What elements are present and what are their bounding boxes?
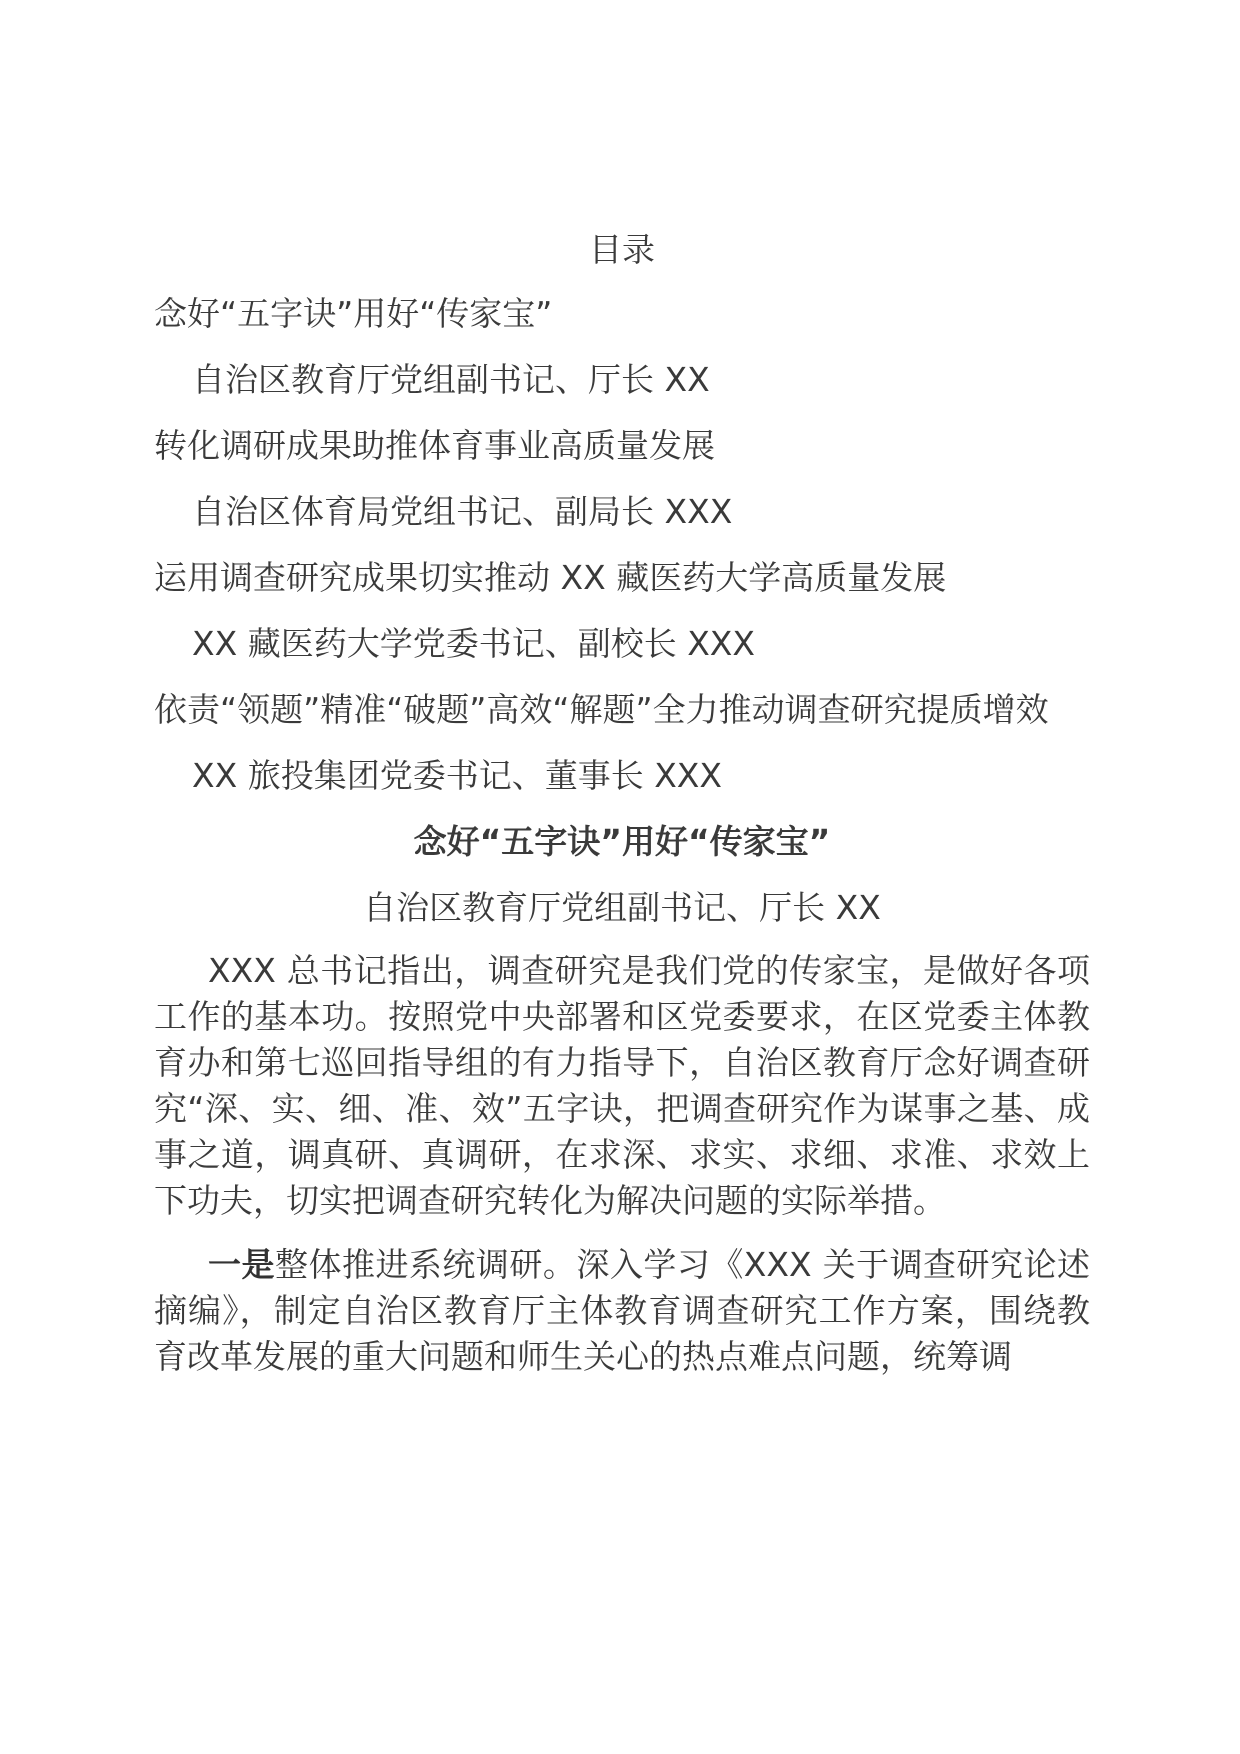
paragraph-text: 整体推进系统调研。深入学习《XXX 关于调查研究论述摘编》，制定自治区教育厅主体教育调查研究工作方案，围绕教育改革发展的重大问题和师生关心的热点难点问题，统筹调 — [154, 1245, 1091, 1376]
toc-entry-author: XX 旅投集团党委书记、董事长 XXX — [192, 756, 723, 795]
article-title: 念好“五字诀”用好“传家宝” — [413, 822, 831, 861]
toc-entry — [154, 424, 1090, 534]
toc-entry-title: 运用调查研究成果切实推动 XX 藏医药大学高质量发展 — [154, 558, 947, 597]
document-content — [154, 230, 1090, 1398]
article-author: 自治区教育厅党组副书记、厅长 XX — [363, 888, 881, 927]
paragraph-text: XXX 总书记指出，调查研究是我们党的传家宝，是做好各项工作的基本功。按照党中央部署和区党委要求，在区党委主体教育办和第七巡回指导组的有力指导下，自治区教育厅念好调查研究“深、实、细、准、效”五字诀，把调查研究作为谋事之基、成事之道，调真研、真调研，在求深、求实、求细、求准、求效上下功夫，切实把调查研究转化为解决问题的实际举措。 — [154, 951, 1090, 1220]
toc-entry-author: 自治区教育厅党组副书记、厅长 XX — [192, 360, 710, 399]
toc-entry — [154, 556, 1090, 666]
toc-entry — [154, 292, 1090, 402]
toc-entry-title: 转化调研成果助推体育事业高质量发展 — [154, 426, 715, 465]
toc-entry-author: 自治区体育局党组书记、副局长 XXX — [192, 492, 733, 531]
toc-entry-author: XX 藏医药大学党委书记、副校长 XXX — [192, 624, 756, 663]
paragraph-lead: 一是 — [208, 1245, 275, 1284]
toc-title: 目录 — [589, 230, 655, 269]
article-paragraph — [154, 948, 1090, 1224]
toc-entry-title: 依责“领题”精准“破题”高效“解题”全力推动调查研究提质增效 — [154, 690, 1049, 729]
toc-entry-title: 念好“五字诀”用好“传家宝” — [154, 294, 553, 333]
article-paragraph — [154, 1242, 1090, 1380]
toc-entry — [154, 688, 1090, 798]
